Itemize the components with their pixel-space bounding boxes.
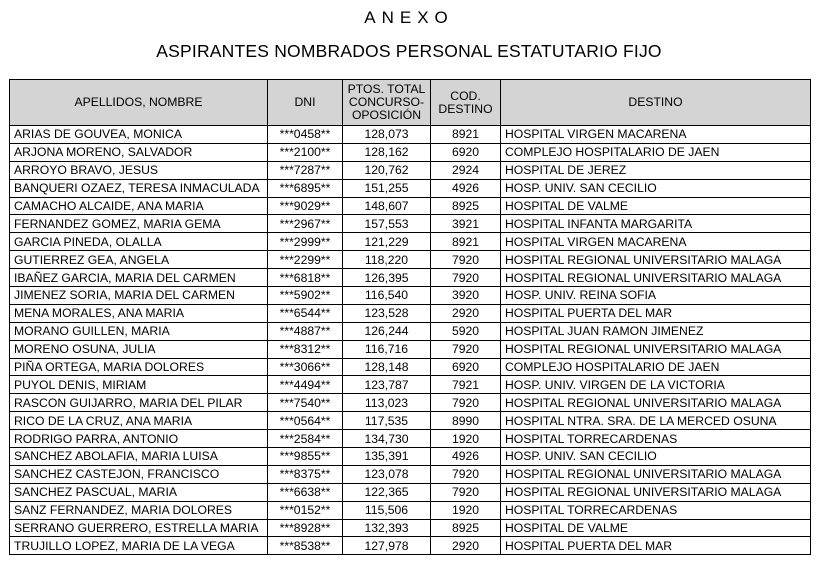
cell-cod: 2924 xyxy=(431,161,501,179)
cell-dni: ***6818** xyxy=(268,269,343,287)
cell-destino: HOSPITAL REGIONAL UNIVERSITARIO MALAGA xyxy=(501,269,811,287)
cell-ptos: 113,023 xyxy=(343,394,431,412)
header-cod-line-1: COD. xyxy=(450,88,481,103)
appointees-table xyxy=(9,79,811,555)
cell-destino: COMPLEJO HOSPITALARIO DE JAEN xyxy=(501,143,811,161)
cell-dni: ***8375** xyxy=(268,465,343,483)
cell-cod: 6920 xyxy=(431,143,501,161)
cell-destino: HOSPITAL VIRGEN MACARENA xyxy=(501,233,811,251)
cell-ptos: 123,528 xyxy=(343,304,431,322)
header-dni: DNI xyxy=(268,80,343,126)
cell-cod: 1920 xyxy=(431,501,501,519)
cell-cod: 7920 xyxy=(431,269,501,287)
cell-dni: ***7287** xyxy=(268,161,343,179)
table-row xyxy=(10,304,811,322)
cell-destino: HOSP. UNIV. SAN CECILIO xyxy=(501,179,811,197)
table-row xyxy=(10,412,811,430)
cell-cod: 4926 xyxy=(431,179,501,197)
cell-dni: ***9855** xyxy=(268,448,343,466)
cell-cod: 7920 xyxy=(431,483,501,501)
cell-dni: ***8538** xyxy=(268,537,343,555)
table-row xyxy=(10,376,811,394)
table-row xyxy=(10,126,811,144)
cell-ptos: 157,553 xyxy=(343,215,431,233)
cell-cod: 8925 xyxy=(431,197,501,215)
table-row xyxy=(10,143,811,161)
table-row xyxy=(10,465,811,483)
cell-cod: 3920 xyxy=(431,287,501,305)
cell-nombre: TRUJILLO LOPEZ, MARIA DE LA VEGA xyxy=(10,537,268,555)
cell-ptos: 148,607 xyxy=(343,197,431,215)
cell-dni: ***3066** xyxy=(268,358,343,376)
cell-cod: 8925 xyxy=(431,519,501,537)
cell-ptos: 116,716 xyxy=(343,340,431,358)
table-row xyxy=(10,394,811,412)
cell-dni: ***2584** xyxy=(268,430,343,448)
cell-destino: HOSP. UNIV. SAN CECILIO xyxy=(501,448,811,466)
cell-nombre: GUTIERREZ GEA, ANGELA xyxy=(10,251,268,269)
cell-cod: 7920 xyxy=(431,251,501,269)
header-destino: DESTINO xyxy=(501,80,811,126)
cell-dni: ***6638** xyxy=(268,483,343,501)
header-ptos-line-3: OPOSICIÓN xyxy=(351,108,422,122)
cell-cod: 7920 xyxy=(431,340,501,358)
cell-destino: HOSPITAL TORRECARDENAS xyxy=(501,501,811,519)
table-row xyxy=(10,322,811,340)
cell-dni: ***4887** xyxy=(268,322,343,340)
cell-destino: HOSPITAL DE VALME xyxy=(501,197,811,215)
cell-ptos: 116,540 xyxy=(343,287,431,305)
cell-destino: HOSPITAL JUAN RAMON JIMENEZ xyxy=(501,322,811,340)
cell-cod: 6920 xyxy=(431,358,501,376)
cell-nombre: SERRANO GUERRERO, ESTRELLA MARIA xyxy=(10,519,268,537)
cell-dni: ***7540** xyxy=(268,394,343,412)
cell-ptos: 121,229 xyxy=(343,233,431,251)
cell-ptos: 134,730 xyxy=(343,430,431,448)
cell-cod: 2920 xyxy=(431,304,501,322)
cell-nombre: MORANO GUILLEN, MARIA xyxy=(10,322,268,340)
cell-nombre: SANCHEZ ABOLAFIA, MARIA LUISA xyxy=(10,448,268,466)
cell-ptos: 123,078 xyxy=(343,465,431,483)
cell-nombre: RASCON GUIJARRO, MARIA DEL PILAR xyxy=(10,394,268,412)
cell-dni: ***2999** xyxy=(268,233,343,251)
cell-cod: 2920 xyxy=(431,537,501,555)
cell-ptos: 115,506 xyxy=(343,501,431,519)
cell-destino: HOSPITAL DE JEREZ xyxy=(501,161,811,179)
cell-destino: HOSPITAL REGIONAL UNIVERSITARIO MALAGA xyxy=(501,340,811,358)
table-row xyxy=(10,197,811,215)
cell-ptos: 120,762 xyxy=(343,161,431,179)
table-row xyxy=(10,233,811,251)
cell-ptos: 118,220 xyxy=(343,251,431,269)
cell-nombre: GARCIA PINEDA, OLALLA xyxy=(10,233,268,251)
cell-dni: ***0564** xyxy=(268,412,343,430)
cell-nombre: PUYOL DENIS, MIRIAM xyxy=(10,376,268,394)
cell-dni: ***8928** xyxy=(268,519,343,537)
cell-ptos: 128,162 xyxy=(343,143,431,161)
cell-dni: ***0152** xyxy=(268,501,343,519)
table-body xyxy=(10,126,811,555)
cell-destino: COMPLEJO HOSPITALARIO DE JAEN xyxy=(501,358,811,376)
cell-dni: ***2299** xyxy=(268,251,343,269)
cell-nombre: MENA MORALES, ANA MARIA xyxy=(10,304,268,322)
table-row xyxy=(10,340,811,358)
header-nombre: APELLIDOS, NOMBRE xyxy=(10,80,268,126)
cell-destino: HOSPITAL PUERTA DEL MAR xyxy=(501,304,811,322)
cell-ptos: 135,391 xyxy=(343,448,431,466)
cell-cod: 7920 xyxy=(431,465,501,483)
table-row xyxy=(10,430,811,448)
cell-destino: HOSPITAL VIRGEN MACARENA xyxy=(501,126,811,144)
cell-destino: HOSPITAL REGIONAL UNIVERSITARIO MALAGA xyxy=(501,394,811,412)
anexo-heading: ANEXO xyxy=(364,8,454,27)
cell-nombre: SANZ FERNANDEZ, MARIA DOLORES xyxy=(10,501,268,519)
cell-destino: HOSPITAL REGIONAL UNIVERSITARIO MALAGA xyxy=(501,465,811,483)
cell-cod: 8990 xyxy=(431,412,501,430)
cell-dni: ***9029** xyxy=(268,197,343,215)
cell-cod: 3921 xyxy=(431,215,501,233)
cell-ptos: 123,787 xyxy=(343,376,431,394)
cell-dni: ***0458** xyxy=(268,126,343,144)
table-row xyxy=(10,215,811,233)
cell-destino: HOSPITAL PUERTA DEL MAR xyxy=(501,537,811,555)
cell-nombre: ARJONA MORENO, SALVADOR xyxy=(10,143,268,161)
table-header xyxy=(10,80,811,126)
cell-dni: ***6895** xyxy=(268,179,343,197)
table-row xyxy=(10,358,811,376)
cell-nombre: PIÑA ORTEGA, MARIA DOLORES xyxy=(10,358,268,376)
cell-nombre: MORENO OSUNA, JULIA xyxy=(10,340,268,358)
cell-ptos: 151,255 xyxy=(343,179,431,197)
cell-dni: ***2967** xyxy=(268,215,343,233)
cell-ptos: 126,395 xyxy=(343,269,431,287)
cell-ptos: 117,535 xyxy=(343,412,431,430)
cell-ptos: 122,365 xyxy=(343,483,431,501)
cell-cod: 7921 xyxy=(431,376,501,394)
table-row xyxy=(10,269,811,287)
table-row xyxy=(10,537,811,555)
cell-cod: 4926 xyxy=(431,448,501,466)
cell-dni: ***8312** xyxy=(268,340,343,358)
cell-nombre: RICO DE LA CRUZ, ANA MARIA xyxy=(10,412,268,430)
cell-nombre: BANQUERI OZAEZ, TERESA INMACULADA xyxy=(10,179,268,197)
cell-ptos: 132,393 xyxy=(343,519,431,537)
cell-cod: 7920 xyxy=(431,394,501,412)
cell-cod: 8921 xyxy=(431,126,501,144)
table-row xyxy=(10,287,811,305)
table-row xyxy=(10,448,811,466)
cell-destino: HOSPITAL INFANTA MARGARITA xyxy=(501,215,811,233)
cell-ptos: 127,978 xyxy=(343,537,431,555)
header-cod-destino xyxy=(431,80,501,126)
cell-cod: 8921 xyxy=(431,233,501,251)
table-row xyxy=(10,251,811,269)
cell-ptos: 128,148 xyxy=(343,358,431,376)
cell-destino: HOSPITAL NTRA. SRA. DE LA MERCED OSUNA xyxy=(501,412,811,430)
header-ptos xyxy=(343,80,431,126)
cell-ptos: 126,244 xyxy=(343,322,431,340)
cell-destino: HOSPITAL REGIONAL UNIVERSITARIO MALAGA xyxy=(501,251,811,269)
cell-ptos: 128,073 xyxy=(343,126,431,144)
header-ptos-line-2: CONCURSO- xyxy=(348,95,425,109)
table-row xyxy=(10,501,811,519)
document-subtitle: ASPIRANTES NOMBRADOS PERSONAL ESTATUTARIO FIJO xyxy=(156,41,662,61)
cell-nombre: SANCHEZ CASTEJON, FRANCISCO xyxy=(10,465,268,483)
cell-dni: ***2100** xyxy=(268,143,343,161)
cell-nombre: FERNANDEZ GOMEZ, MARIA GEMA xyxy=(10,215,268,233)
cell-nombre: CAMACHO ALCAIDE, ANA MARIA xyxy=(10,197,268,215)
cell-destino: HOSPITAL DE VALME xyxy=(501,519,811,537)
table-row xyxy=(10,483,811,501)
cell-destino: HOSPITAL REGIONAL UNIVERSITARIO MALAGA xyxy=(501,483,811,501)
table-row xyxy=(10,161,811,179)
cell-nombre: IBAÑEZ GARCIA, MARIA DEL CARMEN xyxy=(10,269,268,287)
cell-nombre: ARIAS DE GOUVEA, MONICA xyxy=(10,126,268,144)
cell-nombre: SANCHEZ PASCUAL, MARIA xyxy=(10,483,268,501)
cell-nombre: JIMENEZ SORIA, MARIA DEL CARMEN xyxy=(10,287,268,305)
cell-destino: HOSPITAL TORRECARDENAS xyxy=(501,430,811,448)
cell-destino: HOSP. UNIV. REINA SOFIA xyxy=(501,287,811,305)
cell-dni: ***5902** xyxy=(268,287,343,305)
cell-cod: 1920 xyxy=(431,430,501,448)
cell-cod: 5920 xyxy=(431,322,501,340)
header-cod-line-2: DESTINO xyxy=(438,101,493,116)
cell-destino: HOSP. UNIV. VIRGEN DE LA VICTORIA xyxy=(501,376,811,394)
cell-dni: ***6544** xyxy=(268,304,343,322)
header-row xyxy=(10,80,811,126)
cell-nombre: ARROYO BRAVO, JESUS xyxy=(10,161,268,179)
table-row xyxy=(10,179,811,197)
cell-dni: ***4494** xyxy=(268,376,343,394)
header-ptos-line-1: PTOS. TOTAL xyxy=(347,82,426,96)
cell-nombre: RODRIGO PARRA, ANTONIO xyxy=(10,430,268,448)
table-row xyxy=(10,519,811,537)
